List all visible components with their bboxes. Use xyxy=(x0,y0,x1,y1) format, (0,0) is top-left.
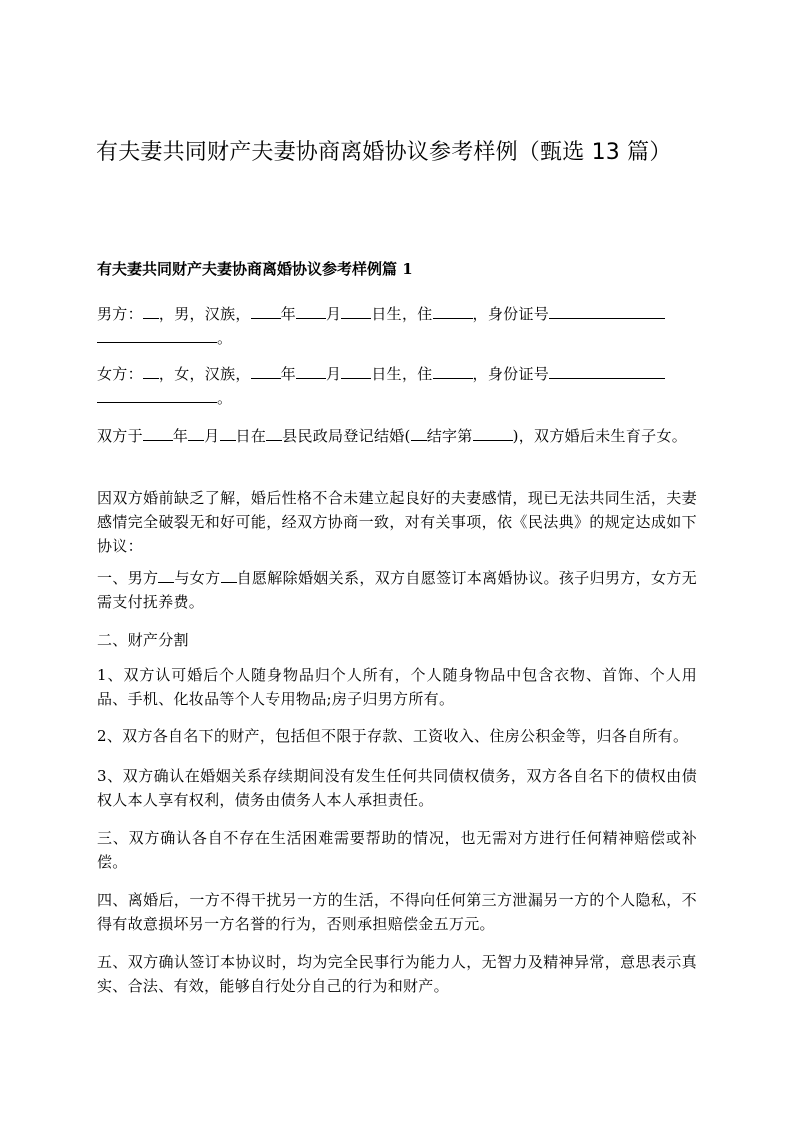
blank-field xyxy=(220,426,236,441)
paragraph-one: 一、男方 与女方 自愿解除婚姻关系，双方自愿签订本离婚协议。孩子归男方，女方无需支付抚养费。 xyxy=(97,569,697,611)
paragraph-two-1: 1、双方认可婚后个人随身物品归个人所有，个人随身物品中包含衣物、首饰、个人用品、手机、化妆品等个人专用物品;房子归男方所有。 xyxy=(97,666,697,708)
paragraph-reason: 因双方婚前缺乏了解，婚后性格不合未建立起良好的夫妻感情，现已无法共同生活，夫妻感情完全破裂无和好可能，经双方协商一致，对有关事项，依《民法典》的规定达成如下协议： xyxy=(97,489,697,555)
blank-field xyxy=(341,364,371,379)
blank-field xyxy=(296,364,326,379)
blank-field xyxy=(341,304,371,319)
paragraph-two-2: 2、双方各自名下的财产，包括但不限于存款、工资收入、住房公积金等，归各自所有。 xyxy=(97,727,689,745)
blank-field xyxy=(143,426,173,441)
blank-field xyxy=(97,328,217,343)
blank-field xyxy=(433,304,473,319)
blank-field xyxy=(97,388,217,403)
blank-field xyxy=(433,364,473,379)
marriage-registration: 双方于 年 月 日在 县民政局登记结婚( 结字第 )，双方婚后未生育子女。 xyxy=(97,427,688,445)
paragraph-four: 四、离婚后，一方不得干扰另一方的生活，不得向任何第三方泄漏另一方的个人隐私，不得有故意损坏另一方名誉的行为，否则承担赔偿金五万元。 xyxy=(97,891,697,933)
blank-field xyxy=(411,426,427,441)
blank-field xyxy=(143,364,159,379)
section-heading: 有夫妻共同财产夫妻协商离婚协议参考样例篇 1 xyxy=(97,260,413,278)
blank-field xyxy=(266,426,282,441)
blank-field xyxy=(473,426,513,441)
blank-field xyxy=(158,568,174,583)
blank-field xyxy=(296,304,326,319)
blank-field xyxy=(251,364,281,379)
man-info: 男方： ，男，汉族， 年 月 日生，住 ，身份证号 。 xyxy=(97,302,697,350)
blank-field xyxy=(188,426,204,441)
paragraph-three: 三、双方确认各自不存在生活困难需要帮助的情况，也无需对方进行任何精神赔偿或补偿。 xyxy=(97,829,697,871)
blank-field xyxy=(221,568,237,583)
paragraph-two: 二、财产分割 xyxy=(97,631,189,649)
blank-field xyxy=(549,364,665,379)
blank-field xyxy=(143,304,159,319)
paragraph-two-3: 3、双方确认在婚姻关系存续期间没有发生任何共同债权债务，双方各自名下的债权由债权人本人享有权利，债务由债务人本人承担责任。 xyxy=(97,767,697,809)
blank-field xyxy=(251,304,281,319)
woman-info: 女方： ，女，汉族， 年 月 日生，住 ，身份证号 。 xyxy=(97,362,697,410)
paragraph-five: 五、双方确认签订本协议时，均为完全民事行为能力人，无智力及精神异常，意思表示真实、合法、有效，能够自行处分自己的行为和财产。 xyxy=(97,953,697,995)
blank-field xyxy=(549,304,665,319)
document-title: 有夫妻共同财产夫妻协商离婚协议参考样例（甄选 13 篇） xyxy=(96,140,672,165)
